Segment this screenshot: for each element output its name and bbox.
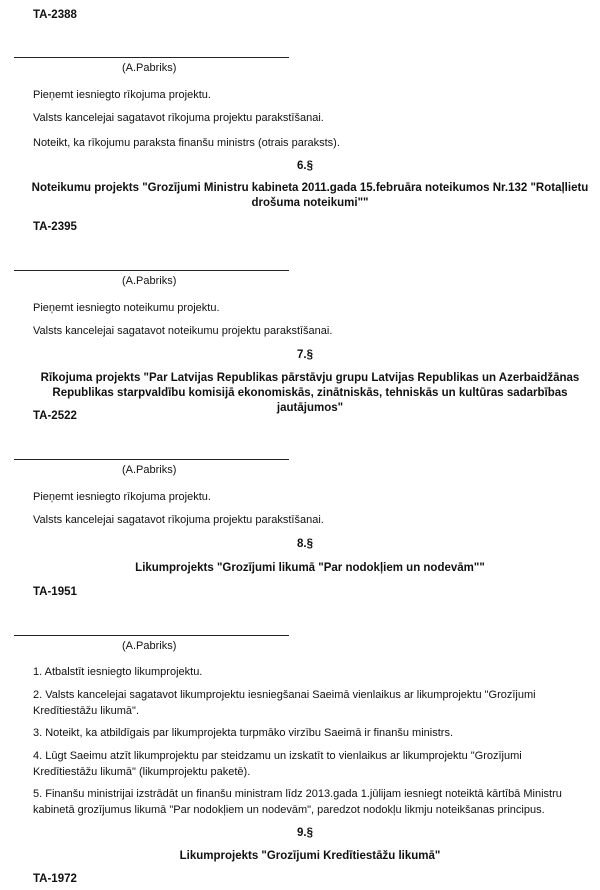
decision-item: 4. Lūgt Saeimu atzīt likumprojektu par steidzamu un izskatīt to vienlaikus ar likumprojektu "Grozījumi Kredītiestāžu likumā" (likumprojektu paketē). [33,750,522,778]
decision-item: Pieņemt iesniegto rīkojuma projektu. [33,491,211,503]
decision-item: Valsts kancelejai sagatavot noteikumu projektu parakstīšanai. [33,325,333,337]
decision-item: Pieņemt iesniegto rīkojuma projektu. [33,89,211,101]
signature-name: (A.Pabriks) [122,62,177,74]
document-code: TA-2395 [33,221,77,233]
section-title: Rīkojuma projekts "Par Latvijas Republikas pārstāvju grupu Latvijas Republikas un Azerbaidžānas Republikas starpvaldību komisijā ekonomiskās, zinātniskās, tehniskās un kultūras sadarbības jautājumos" [40,372,580,414]
document-code: TA-2388 [33,9,77,21]
document-code: TA-2522 [33,410,77,422]
section-title: Likumprojekts "Grozījumi likumā "Par nodokļiem un nodevām"" [135,562,485,574]
decision-item: 2. Valsts kancelejai sagatavot likumprojektu iesniegšanai Saeimā vienlaikus ar likumprojektu "Grozījumi Kredītiestāžu likumā". [33,689,536,717]
signature-name: (A.Pabriks) [122,640,177,652]
section-number: 9.§ [297,827,313,839]
decision-item: 5. Finanšu ministrijai izstrādāt un finanšu ministram līdz 2013.gada 1.jūlijam iesniegt noteiktā kārtībā Ministru kabinetā grozījumus likumā "Par nodokļiem un nodevām", paredzot nodokļu likmju noteikšanas principus. [33,788,562,816]
section-title: Likumprojekts "Grozījumi Kredītiestāžu likumā" [179,850,441,862]
signature-name: (A.Pabriks) [122,464,177,476]
signature-line [14,57,289,58]
signature-line [14,459,289,460]
signature-line [14,635,289,636]
decision-item: Pieņemt iesniegto noteikumu projektu. [33,302,220,314]
decision-item: Noteikt, ka rīkojumu paraksta finanšu ministrs (otrais paraksts). [33,137,340,149]
document-code: TA-1972 [33,873,77,885]
decision-item: Valsts kancelejai sagatavot rīkojuma projektu parakstīšanai. [33,112,324,124]
signature-line [14,270,289,271]
decision-item: 1. Atbalstīt iesniegto likumprojektu. [33,666,203,678]
decision-item: Valsts kancelejai sagatavot rīkojuma projektu parakstīšanai. [33,514,324,526]
signature-name: (A.Pabriks) [122,275,177,287]
section-number: 8.§ [297,538,313,550]
section-title: Noteikumu projekts "Grozījumi Ministru kabineta 2011.gada 15.februāra noteikumos Nr.132 "Rotaļlietu drošuma noteikumi"" [31,182,589,209]
section-number: 7.§ [297,349,313,361]
document-code: TA-1951 [33,586,77,598]
decision-item: 3. Noteikt, ka atbildīgais par likumprojekta turpmāko virzību Saeimā ir finanšu ministrs. [33,727,454,739]
section-number: 6.§ [297,160,313,172]
